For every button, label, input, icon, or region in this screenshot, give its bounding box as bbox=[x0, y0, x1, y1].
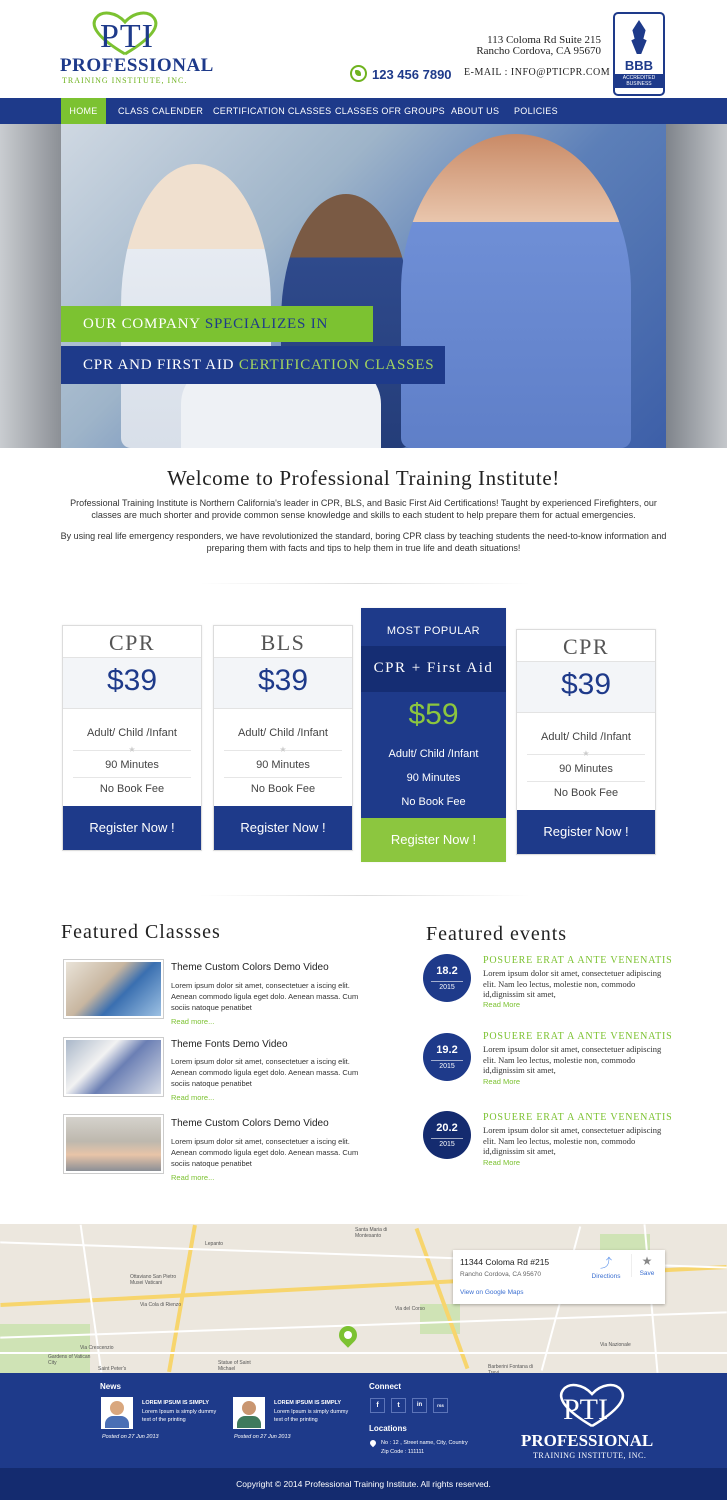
event-description: Lorem ipsum dolor sit amet, consectetuer adipiscing elit. Nam leo lectus, molestie non, commodo id,dignissim sit amet, bbox=[483, 968, 662, 999]
event-title[interactable]: POSUERE ERAT A ANTE VENENATIS bbox=[483, 955, 673, 966]
hero-side-right bbox=[666, 124, 727, 448]
copyright-bar bbox=[0, 1468, 727, 1500]
welcome-paragraph-2: By using real life emergency responders, we have revolutionized the standard, boring CPR class by teaching students the need-to-know information and preparing them with facts and tips to help them in true life and death situations! bbox=[60, 531, 667, 553]
bbb-label: BBB bbox=[624, 58, 654, 73]
map-label: Lepanto bbox=[205, 1241, 224, 1247]
nav-home[interactable]: HOME bbox=[61, 98, 106, 124]
event-description: Lorem ipsum dolor sit amet, consectetuer adipiscing elit. Nam leo lectus, molestie non, commodo id,dignissim sit amet, bbox=[483, 1044, 662, 1075]
facebook-icon[interactable]: f bbox=[370, 1398, 385, 1413]
map-card-title: 11344 Coloma Rd #215 bbox=[460, 1257, 550, 1267]
phone-number[interactable] bbox=[350, 65, 452, 82]
event-description: Lorem ipsum dolor sit amet, consectetuer adipiscing elit. Nam leo lectus, molestie non, commodo id,dignissim sit amet, bbox=[483, 1125, 662, 1156]
copyright-text: Copyright © 2014 Professional Training Institute. All rights reserved. bbox=[236, 1479, 491, 1489]
pricing-feature-duration: 90 Minutes bbox=[406, 772, 461, 784]
pricing-price: $39 bbox=[257, 664, 309, 697]
hero-side-left bbox=[0, 124, 61, 448]
featured-events-title: Featured events bbox=[426, 923, 568, 945]
event-date: 20.2 bbox=[436, 1122, 458, 1134]
class-title[interactable]: Theme Fonts Demo Video bbox=[171, 1039, 288, 1050]
map-label: Gardens of Vatican City bbox=[48, 1354, 91, 1366]
nav-policies[interactable]: POLICIES bbox=[514, 106, 558, 116]
map-info-card bbox=[453, 1250, 665, 1304]
register-button-cpr-first-aid[interactable]: Register Now ! bbox=[361, 818, 506, 862]
google-maps-link[interactable]: View on Google Maps bbox=[460, 1289, 524, 1296]
map-label: Barberini Fontana di Trevi bbox=[488, 1364, 534, 1373]
pricing-feature-duration: 90 Minutes bbox=[559, 763, 613, 775]
map-label: Ottaviano San Pietro Musei Vaticani bbox=[130, 1274, 177, 1286]
class-thumbnail[interactable] bbox=[63, 1037, 164, 1097]
event-date-badge bbox=[423, 954, 471, 1002]
news-date: Posted on 27 Jun 2013 bbox=[102, 1434, 159, 1440]
news-body: Lorem Ipsum is simply dummy text of the printing bbox=[274, 1409, 349, 1423]
map-label: Via Crescenzio bbox=[80, 1345, 114, 1351]
footer-locations-title: Locations bbox=[369, 1424, 407, 1433]
email-address[interactable]: E-MAIL : INFO@PTICPR.COM bbox=[464, 67, 611, 78]
pricing-feature-fee: No Book Fee bbox=[401, 796, 466, 808]
star-icon: ★ bbox=[641, 1254, 653, 1268]
welcome-paragraph-1: Professional Training Institute is Northern California's leader in CPR, BLS, and Basic First Aid Certifications! Taught by experienced Firefighters, our classes are much shorter and provide common sense knowledge and skills to each student to help prepare them for actual emergencies. bbox=[70, 498, 657, 520]
pricing-price: $39 bbox=[106, 664, 158, 697]
news-avatar[interactable] bbox=[233, 1397, 265, 1429]
map-label: Via Nazionale bbox=[600, 1342, 631, 1348]
event-title[interactable]: POSUERE ERAT A ANTE VENENATIS bbox=[483, 1112, 673, 1123]
pricing-feature-fee: No Book Fee bbox=[250, 783, 316, 795]
hero-line2-b: CERTIFICATION CLASSES bbox=[238, 357, 435, 373]
event-date: 19.2 bbox=[436, 1044, 458, 1056]
footer-connect-title: Connect bbox=[369, 1382, 401, 1391]
read-more-link[interactable]: Read More bbox=[483, 1077, 521, 1086]
class-description: Lorem ipsum dolor sit amet, consectetuer a iscing elit. Aenean commodo ligula eget dolo. Aenean massa. Cum sociis natoque penatibet bbox=[171, 1137, 359, 1168]
address-line-1: 113 Coloma Rd Suite 215 bbox=[487, 34, 601, 46]
pricing-feature-audience: Adult/ Child /Infant bbox=[238, 727, 328, 739]
logo-subtitle: TRAINING INSTITUTE, INC. bbox=[62, 76, 188, 85]
hero-banner-line-1 bbox=[61, 306, 373, 342]
save-button[interactable] bbox=[631, 1254, 662, 1277]
class-thumbnail[interactable] bbox=[63, 1114, 164, 1174]
save-label: Save bbox=[639, 1270, 655, 1277]
pricing-card-cpr-2 bbox=[516, 629, 656, 855]
footer-news-title: News bbox=[100, 1382, 121, 1391]
main-nav bbox=[0, 98, 727, 124]
star-icon: ★ bbox=[279, 745, 287, 754]
phone-icon bbox=[350, 65, 367, 82]
news-date: Posted on 27 Jun 2013 bbox=[234, 1434, 291, 1440]
event-date: 18.2 bbox=[436, 965, 458, 977]
read-more-link[interactable]: Read more... bbox=[171, 1017, 215, 1026]
register-button-cpr[interactable]: Register Now ! bbox=[63, 806, 201, 850]
site-header bbox=[0, 0, 727, 98]
class-description: Lorem ipsum dolor sit amet, consectetuer a iscing elit. Aenean commodo ligula eget dolo. Aenean massa. Cum sociis natoque penatibet bbox=[171, 1057, 359, 1088]
directions-button[interactable] bbox=[585, 1254, 627, 1280]
pricing-name: CPR + First Aid bbox=[373, 660, 494, 676]
nav-about-us[interactable]: ABOUT US bbox=[451, 106, 500, 116]
read-more-link[interactable]: Read More bbox=[483, 1158, 521, 1167]
pricing-feature-audience: Adult/ Child /Infant bbox=[541, 731, 631, 743]
hero-photo bbox=[61, 124, 666, 448]
hero-line1-a: OUR COMPANY bbox=[83, 316, 205, 332]
event-year: 2015 bbox=[439, 984, 455, 991]
read-more-link[interactable]: Read More bbox=[483, 1000, 521, 1009]
news-headline[interactable]: LOREM IPSUM IS SIMPLY bbox=[142, 1400, 210, 1406]
map-label: Via Cola di Rienzo bbox=[140, 1302, 182, 1308]
class-description: Lorem ipsum dolor sit amet, consectetuer a iscing elit. Aenean commodo ligula eget dolo. Aenean massa. Cum sociis natoque penatibet bbox=[171, 981, 359, 1012]
bbb-badge[interactable] bbox=[613, 12, 665, 96]
rss-icon[interactable]: rss bbox=[433, 1398, 448, 1413]
directions-icon: ⤴ bbox=[599, 1256, 612, 1270]
news-body: Lorem Ipsum is simply dummy text of the printing bbox=[142, 1409, 217, 1423]
pricing-feature-fee: No Book Fee bbox=[553, 787, 619, 799]
footer-logo-subtitle: TRAINING INSTITUTE, INC. bbox=[533, 1451, 647, 1460]
map-label: Santa Maria di Montesanto bbox=[355, 1227, 388, 1239]
register-button-cpr-2[interactable]: Register Now ! bbox=[517, 810, 655, 854]
pricing-feature-fee: No Book Fee bbox=[99, 783, 165, 795]
twitter-icon[interactable]: t bbox=[391, 1398, 406, 1413]
event-date-badge bbox=[423, 1111, 471, 1159]
class-thumbnail[interactable] bbox=[63, 959, 164, 1019]
pricing-feature-audience: Adult/ Child /Infant bbox=[87, 727, 177, 739]
news-headline[interactable]: LOREM IPSUM IS SIMPLY bbox=[274, 1400, 342, 1406]
phone-text: 123 456 7890 bbox=[372, 67, 452, 82]
pricing-price: $59 bbox=[408, 698, 459, 731]
map-label: Via del Corso bbox=[395, 1306, 425, 1312]
pricing-name: CPR bbox=[108, 630, 156, 655]
event-title[interactable]: POSUERE ERAT A ANTE VENENATIS bbox=[483, 1031, 673, 1042]
star-icon: ★ bbox=[582, 749, 590, 758]
logo-pti[interactable]: PTI bbox=[100, 18, 154, 55]
read-more-link[interactable]: Read more... bbox=[171, 1173, 215, 1182]
logo-professional: PROFESSIONAL bbox=[60, 55, 214, 76]
read-more-link[interactable]: Read more... bbox=[171, 1093, 215, 1102]
welcome-title: Welcome to Professional Training Institute! bbox=[167, 466, 560, 490]
event-date-badge bbox=[423, 1033, 471, 1081]
register-button-bls[interactable]: Register Now ! bbox=[214, 806, 352, 850]
most-popular-badge: MOST POPULAR bbox=[386, 625, 481, 637]
hero-banner bbox=[0, 124, 727, 448]
address-line-2: Rancho Cordova, CA 95670 bbox=[476, 45, 601, 57]
pricing-feature-duration: 90 Minutes bbox=[256, 759, 310, 771]
pricing-card-cpr bbox=[62, 625, 202, 851]
pricing-feature-audience: Adult/ Child /Infant bbox=[388, 748, 479, 760]
divider bbox=[200, 583, 530, 584]
event-year: 2015 bbox=[439, 1141, 455, 1148]
map-card-subtitle: Rancho Cordova, CA 95670 bbox=[460, 1271, 541, 1278]
class-title[interactable]: Theme Custom Colors Demo Video bbox=[171, 962, 329, 973]
class-title[interactable]: Theme Custom Colors Demo Video bbox=[171, 1118, 329, 1129]
nav-class-calender[interactable]: CLASS CALENDER bbox=[118, 106, 204, 116]
directions-label: Directions bbox=[591, 1273, 621, 1280]
event-year: 2015 bbox=[439, 1063, 455, 1070]
pricing-name: BLS bbox=[260, 630, 306, 655]
star-icon: ★ bbox=[128, 745, 136, 754]
pricing-card-bls bbox=[213, 625, 353, 851]
bbb-torch-icon bbox=[628, 20, 650, 54]
bbb-accredited: ACCREDITED BUSINESS bbox=[615, 74, 663, 88]
map-label: Saint Peter's bbox=[98, 1366, 127, 1372]
pricing-feature-duration: 90 Minutes bbox=[105, 759, 159, 771]
hero-line2-a: CPR AND FIRST AID bbox=[83, 357, 239, 373]
nav-certification-classes[interactable]: CERTIFICATION CLASSES bbox=[213, 106, 332, 116]
nav-classes-for-groups[interactable]: CLASSES OFR GROUPS bbox=[335, 106, 445, 116]
featured-classes-title: Featured Classses bbox=[61, 921, 221, 943]
hero-banner-line-2 bbox=[61, 346, 445, 384]
pricing-card-cpr-first-aid bbox=[361, 608, 506, 862]
location-zip: Zip Code : 111111 bbox=[381, 1449, 425, 1455]
map-label: Statue of Saint Michael bbox=[218, 1360, 251, 1372]
location-address: No : 12 , Street name, City, Country bbox=[381, 1440, 468, 1446]
news-avatar[interactable] bbox=[101, 1397, 133, 1429]
divider bbox=[200, 895, 530, 896]
pricing-name: CPR bbox=[562, 634, 610, 659]
linkedin-icon[interactable]: in bbox=[412, 1398, 427, 1413]
footer-logo-pti[interactable]: PTI bbox=[563, 1393, 608, 1426]
hero-line1-b: SPECIALIZES IN bbox=[204, 316, 329, 332]
pricing-price: $39 bbox=[560, 668, 612, 701]
footer-logo-professional: PROFESSIONAL bbox=[521, 1431, 654, 1450]
